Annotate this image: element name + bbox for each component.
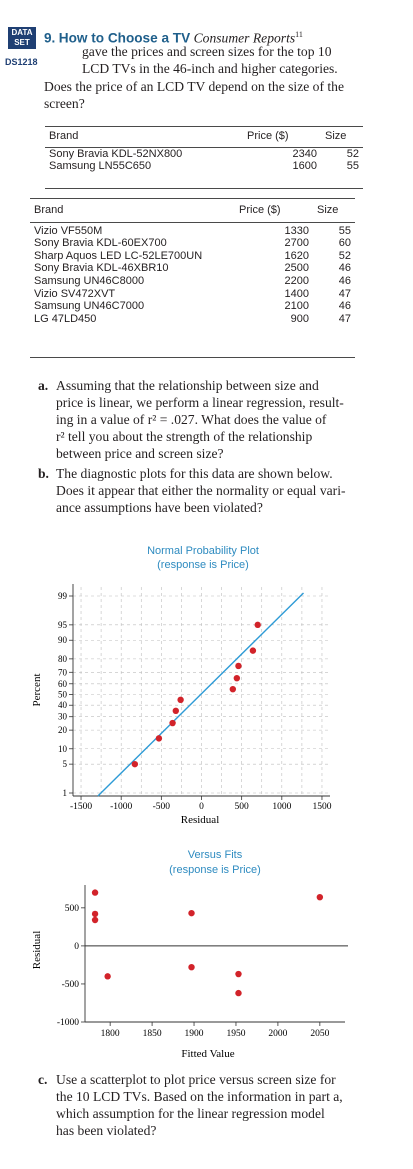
part-b-line: The diagnostic plots for this data are shown below.: [56, 466, 333, 481]
problem-line-1-rest: gave the prices and screen sizes for the top 10: [82, 44, 332, 59]
chart1-point: [156, 735, 162, 741]
chart1-point: [177, 697, 183, 703]
table2-brand: Sony Bravia KDL-60EX700: [34, 237, 167, 250]
table1-price: 1600: [292, 160, 317, 173]
footnote-marker: 11: [295, 30, 303, 39]
table2-brand: Vizio SV472XVT: [34, 287, 116, 300]
part-c-line: which assumption for the linear regression model: [56, 1106, 325, 1121]
table2-header-price: Price ($): [239, 204, 281, 216]
table2-price: 1400: [284, 287, 309, 300]
badge-line-2: SET: [14, 38, 30, 47]
chart1-xtick-label: -500: [152, 802, 171, 812]
chart2-xtick-label: 1800: [100, 1029, 120, 1039]
chart1-xtick-label: -1500: [69, 802, 93, 812]
part-a-line: Assuming that the relationship between size and: [56, 378, 319, 393]
part-a-line: price is linear, we perform a linear regression, result-: [56, 395, 344, 410]
table2-price: 2700: [284, 237, 309, 250]
chart2-point: [235, 990, 241, 996]
table2-brand: Sony Bravia KDL-46XBR10: [34, 262, 169, 275]
part-b-line: Does it appear that either the normality or equal vari-: [56, 483, 346, 498]
chart2-ytick-label: 500: [64, 903, 79, 914]
chart1-point: [230, 686, 236, 692]
chart2-title: Versus Fits: [187, 849, 243, 861]
chart1-ytick-label: 50: [58, 689, 67, 700]
dataset-id: DS1218: [5, 57, 38, 67]
table2-brand: LG 47LD450: [34, 312, 97, 325]
chart2-ylabel: Residual: [31, 930, 43, 970]
chart2-point: [317, 894, 323, 900]
chart2-point: [92, 917, 98, 923]
chart2-xtick-label: 2000: [268, 1029, 288, 1039]
table2-price: 2500: [284, 262, 309, 275]
chart1-point: [234, 675, 240, 681]
chart2-xtick-label: 2050: [310, 1029, 330, 1039]
chart1-point: [250, 647, 256, 653]
problem-line-2: LCD TVs in the 46-inch and higher categories.: [82, 61, 338, 76]
badge-line-1: DATA: [11, 28, 33, 37]
chart2-point: [92, 889, 98, 895]
chart2-ytick-label: 0: [74, 941, 79, 952]
table2-brand: Samsung UN46C7000: [34, 300, 145, 313]
table1-header-price: Price ($): [247, 130, 289, 142]
part-c-line: the 10 LCD TVs. Based on the information in part a,: [56, 1089, 343, 1104]
part-a-label: a.: [38, 378, 49, 393]
part-b-label: b.: [38, 466, 49, 481]
table1-header-brand: Brand: [49, 130, 79, 142]
table2-brand: Sharp Aquos LED LC-52LE700UN: [34, 249, 203, 262]
chart1-ytick-label: 20: [58, 725, 67, 736]
chart1-point: [173, 708, 179, 714]
chart1-title: Normal Probability Plot: [147, 545, 259, 557]
chart1-ytick-label: 70: [58, 667, 67, 678]
chart1-xtick-label: 1000: [272, 802, 292, 812]
chart1-ytick-label: 60: [58, 678, 67, 689]
chart2-ytick-label: -1000: [56, 1018, 79, 1028]
chart1-ytick-label: 80: [58, 653, 67, 664]
part-c-line: Use a scatterplot to plot price versus screen size for: [56, 1072, 336, 1087]
chart2-xlabel: Fitted Value: [181, 1048, 235, 1060]
table2-size: 46: [338, 262, 351, 275]
chart1-xlabel: Residual: [180, 814, 220, 826]
table2-price: 2200: [284, 274, 309, 287]
table1-brand: Sony Bravia KDL-52NX800: [49, 147, 183, 160]
part-a-line: r² tell you about the strength of the relationship: [56, 429, 313, 444]
table2-header-brand: Brand: [34, 204, 64, 216]
table2-size: 47: [338, 312, 351, 325]
table2-brand: Samsung UN46C8000: [34, 274, 145, 287]
chart1-point: [235, 663, 241, 669]
chart1-ytick-label: 95: [58, 619, 67, 630]
part-c-line: has been violated?: [56, 1123, 157, 1138]
table2-price: 1620: [284, 249, 309, 262]
problem-line-4: screen?: [44, 96, 85, 111]
problem-title: How to Choose a TV: [58, 30, 191, 46]
chart2-point: [235, 971, 241, 977]
chart1-ytick-label: 90: [58, 635, 67, 646]
chart2-subtitle: (response is Price): [169, 864, 261, 876]
chart1-subtitle: (response is Price): [157, 559, 249, 571]
table1-header-size: Size: [325, 130, 347, 142]
chart1-ytick-label: 5: [62, 759, 67, 770]
table2-size: 52: [338, 249, 351, 262]
table2-price: 900: [290, 312, 309, 325]
part-b-line: ance assumptions have been violated?: [56, 500, 263, 515]
chart2-point: [92, 911, 98, 917]
table1-price: 2340: [292, 147, 317, 160]
chart1-point: [132, 761, 138, 767]
chart1-point: [169, 720, 175, 726]
table2-size: 47: [338, 287, 351, 300]
chart1-ytick-label: 10: [58, 743, 67, 754]
table2-price: 1330: [284, 224, 309, 237]
table2-header-size: Size: [317, 204, 339, 216]
chart1-ytick-label: 30: [58, 711, 67, 722]
chart1-ytick-label: 40: [58, 700, 67, 711]
chart1-xtick-label: 1500: [312, 802, 332, 812]
table1-size: 55: [346, 160, 359, 173]
table1-brand: Samsung LN55C650: [49, 160, 152, 173]
part-a-line: between price and screen size?: [56, 446, 224, 461]
problem-source: Consumer Reports: [193, 30, 296, 46]
problem-number: 9.: [44, 30, 56, 46]
problem-line-3: Does the price of an LCD TV depend on the size of the: [44, 79, 344, 94]
table2-size: 55: [338, 224, 351, 237]
chart2-point: [188, 910, 194, 916]
chart2-point: [104, 973, 110, 979]
table1-size: 52: [346, 147, 359, 160]
table2-size: 46: [338, 274, 351, 287]
chart1-point: [255, 622, 261, 628]
table2-price: 2100: [284, 300, 309, 313]
part-c-label: c.: [38, 1072, 48, 1087]
chart1-ytick-label: 1: [62, 788, 67, 798]
table2-size: 60: [338, 237, 351, 250]
chart2-point: [188, 964, 194, 970]
part-c-text: [56, 1071, 408, 1139]
chart1-ytick-label: 99: [58, 591, 67, 601]
chart2-ytick-label: -500: [61, 979, 79, 990]
chart2-xtick-label: 1950: [226, 1029, 246, 1039]
chart2-xtick-label: 1900: [184, 1029, 204, 1039]
chart1-xtick-label: -1000: [110, 802, 133, 812]
chart2-xtick-label: 1850: [142, 1029, 162, 1039]
table2-brand: Vizio VF550M: [34, 224, 103, 237]
chart1-xtick-label: 0: [199, 802, 204, 812]
chart1-xtick-label: 500: [234, 802, 249, 812]
part-a-line: ing in a value of r² = .027. What does the value of: [56, 412, 327, 427]
chart1-ylabel: Percent: [31, 673, 43, 707]
table2-size: 46: [338, 300, 351, 313]
